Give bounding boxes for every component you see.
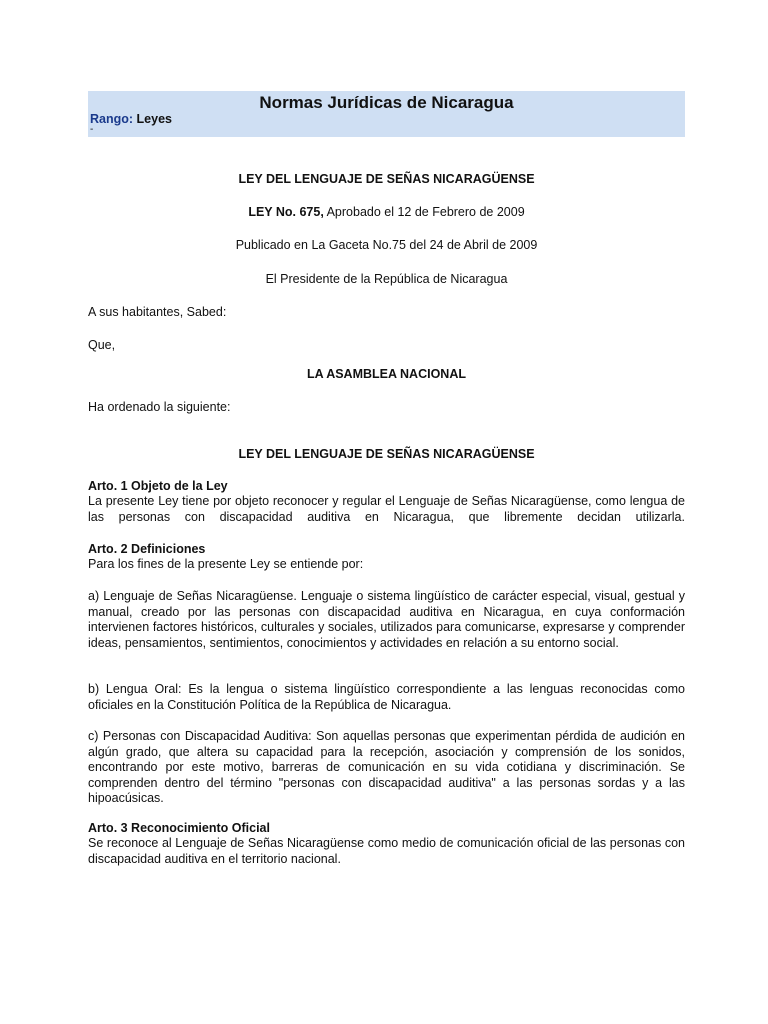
published-line: Publicado en La Gaceta No.75 del 24 de Abril de 2009 xyxy=(235,238,538,252)
law-approved: Aprobado el 12 de Febrero de 2009 xyxy=(323,205,525,219)
que-line: Que, xyxy=(88,338,116,352)
art3-text: Se reconoce al Lenguaje de Señas Nicaragüense como medio de comunicación oficial de las personas con discapacidad auditiva en el territorio nacional. xyxy=(88,836,685,866)
law-title: LEY DEL LENGUAJE DE SEÑAS NICARAGÜENSE xyxy=(238,172,535,186)
law-number-line xyxy=(88,205,685,221)
definition-a: a) Lenguaje de Señas Nicaragüense. Lenguaje o sistema lingüístico de carácter especial, visual, gestual y manual, creado por las personas con discapacidad auditiva en Nicaragua, en cuya conformación intervienen factores históricos, culturales y sociales, utilizados para comunicarse, expresarse y comprender ideas, pensamientos, sentimientos, conocimientos y actividades en relación a su entorno social. xyxy=(88,589,685,650)
rango-value: Leyes xyxy=(136,112,172,126)
law-number: LEY No. 675, xyxy=(248,205,324,219)
art2-intro: Para los fines de la presente Ley se entiende por: xyxy=(88,557,364,571)
rango-line xyxy=(90,112,172,128)
art3-heading: Arto. 3 Reconocimiento Oficial xyxy=(88,821,270,835)
art1-heading: Arto. 1 Objeto de la Ley xyxy=(88,479,228,493)
art1-text: La presente Ley tiene por objeto reconocer y regular el Lenguaje de Señas Nicaragüense, como lengua de las personas con discapacidad auditiva en Nicaragua, que libremente decidan utilizarla. xyxy=(88,494,685,524)
asamblea-heading: LA ASAMBLEA NACIONAL xyxy=(306,367,466,381)
definition-b: b) Lengua Oral: Es la lengua o sistema lingüístico correspondiente a las lenguas reconocidas como oficiales en la Constitución Política de la República de Nicaragua. xyxy=(88,682,685,712)
art2-heading: Arto. 2 Definiciones xyxy=(88,542,206,556)
ordenado-line: Ha ordenado la siguiente: xyxy=(88,400,231,414)
law-title-2: LEY DEL LENGUAJE DE SEÑAS NICARAGÜENSE xyxy=(238,447,535,461)
rango-label: Rango: xyxy=(90,112,134,126)
definition-c: c) Personas con Discapacidad Auditiva: Son aquellas personas que experimentan pérdida de audición en algún grado, que altera su capacidad para la recepción, asociación y comprensión de los sonidos, encontrando por este motivo, barreras de comunicación en su vida cotidiana y discriminación. Se comprenden dentro del término "personas con discapacidad auditiva" a las personas sordas y a las hipoacúsicas. xyxy=(88,729,685,805)
habitantes-line: A sus habitantes, Sabed: xyxy=(88,305,227,319)
header-title: Normas Jurídicas de Nicaragua xyxy=(259,93,514,112)
president-line: El Presidente de la República de Nicaragua xyxy=(265,272,508,286)
header-band xyxy=(88,91,685,137)
header-tick: - xyxy=(90,124,94,135)
